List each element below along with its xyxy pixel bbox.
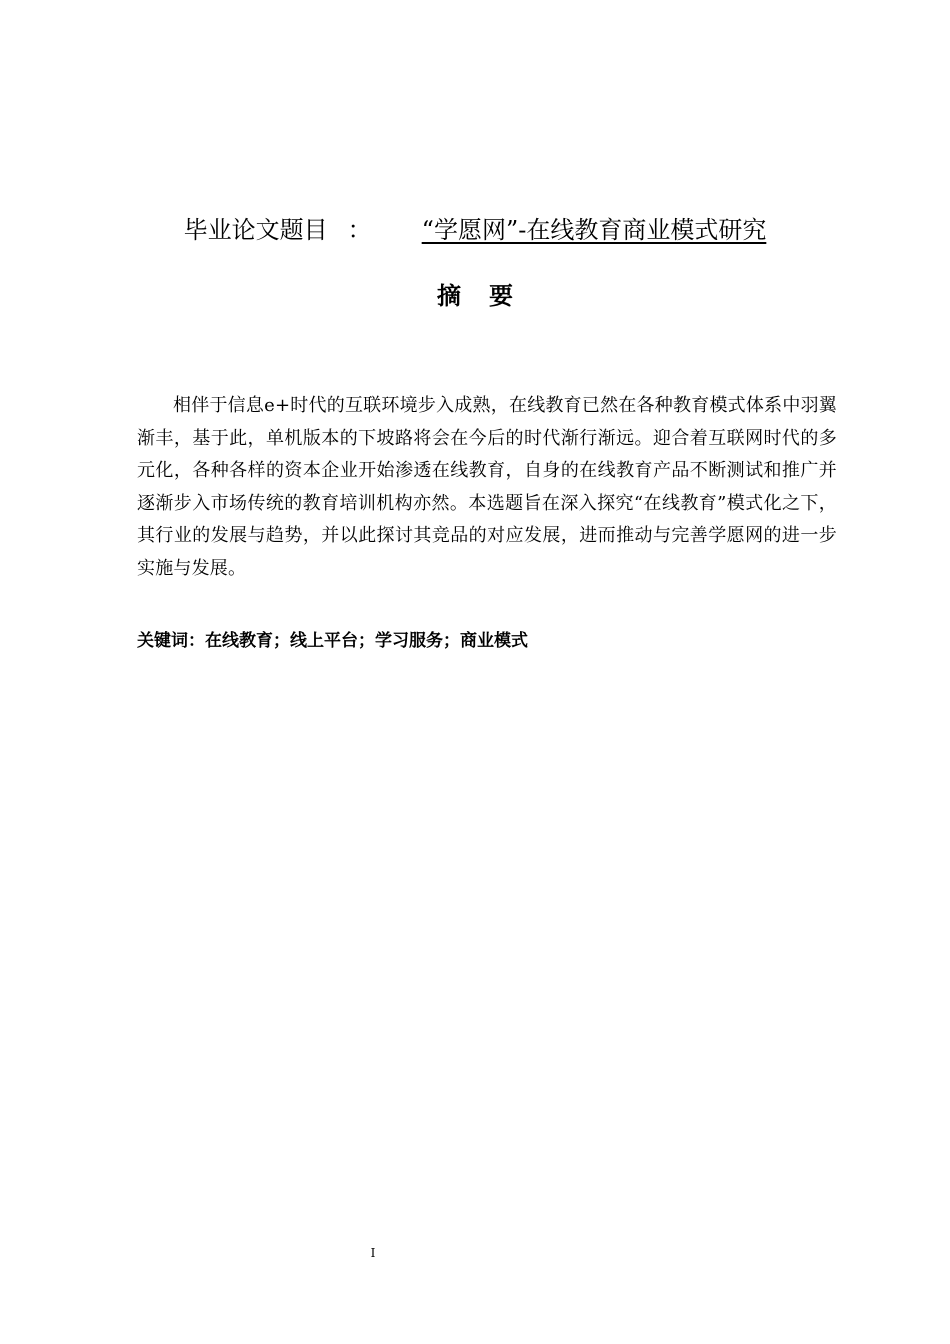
abstract-body: 相伴于信息e+时代的互联环境步入成熟，在线教育已然在各种教育模式体系中羽翼渐丰，基于此，单机版本的下坡路将会在今后的时代渐行渐远。迎合着互联网时代的多元化，各种各样的资本企业开始渗透在线教育，自身的在线教育产品不断测试和推广并逐渐步入市场传统的教育培训机构亦然。本选题旨在深入探究“在线教育”模式化之下，其行业的发展与趋势，并以此探讨其竞品的对应发展，进而推动与完善学愿网的进一步实施与发展。 [137, 395, 837, 579]
keywords-items: 在线教育；线上平台；学习服务；商业模式 [205, 631, 528, 651]
keywords-label: 关键词： [137, 631, 205, 651]
thesis-title [0, 212, 950, 248]
page-number: I [370, 1246, 376, 1260]
thesis-title-colon: ： [347, 216, 372, 244]
abstract-heading: 摘要 [437, 282, 541, 310]
keywords-line [137, 626, 837, 656]
thesis-title-label: 毕业论文题目 [183, 216, 328, 244]
thesis-title-value: “学愿网”-在线教育商业模式研究 [421, 216, 767, 244]
